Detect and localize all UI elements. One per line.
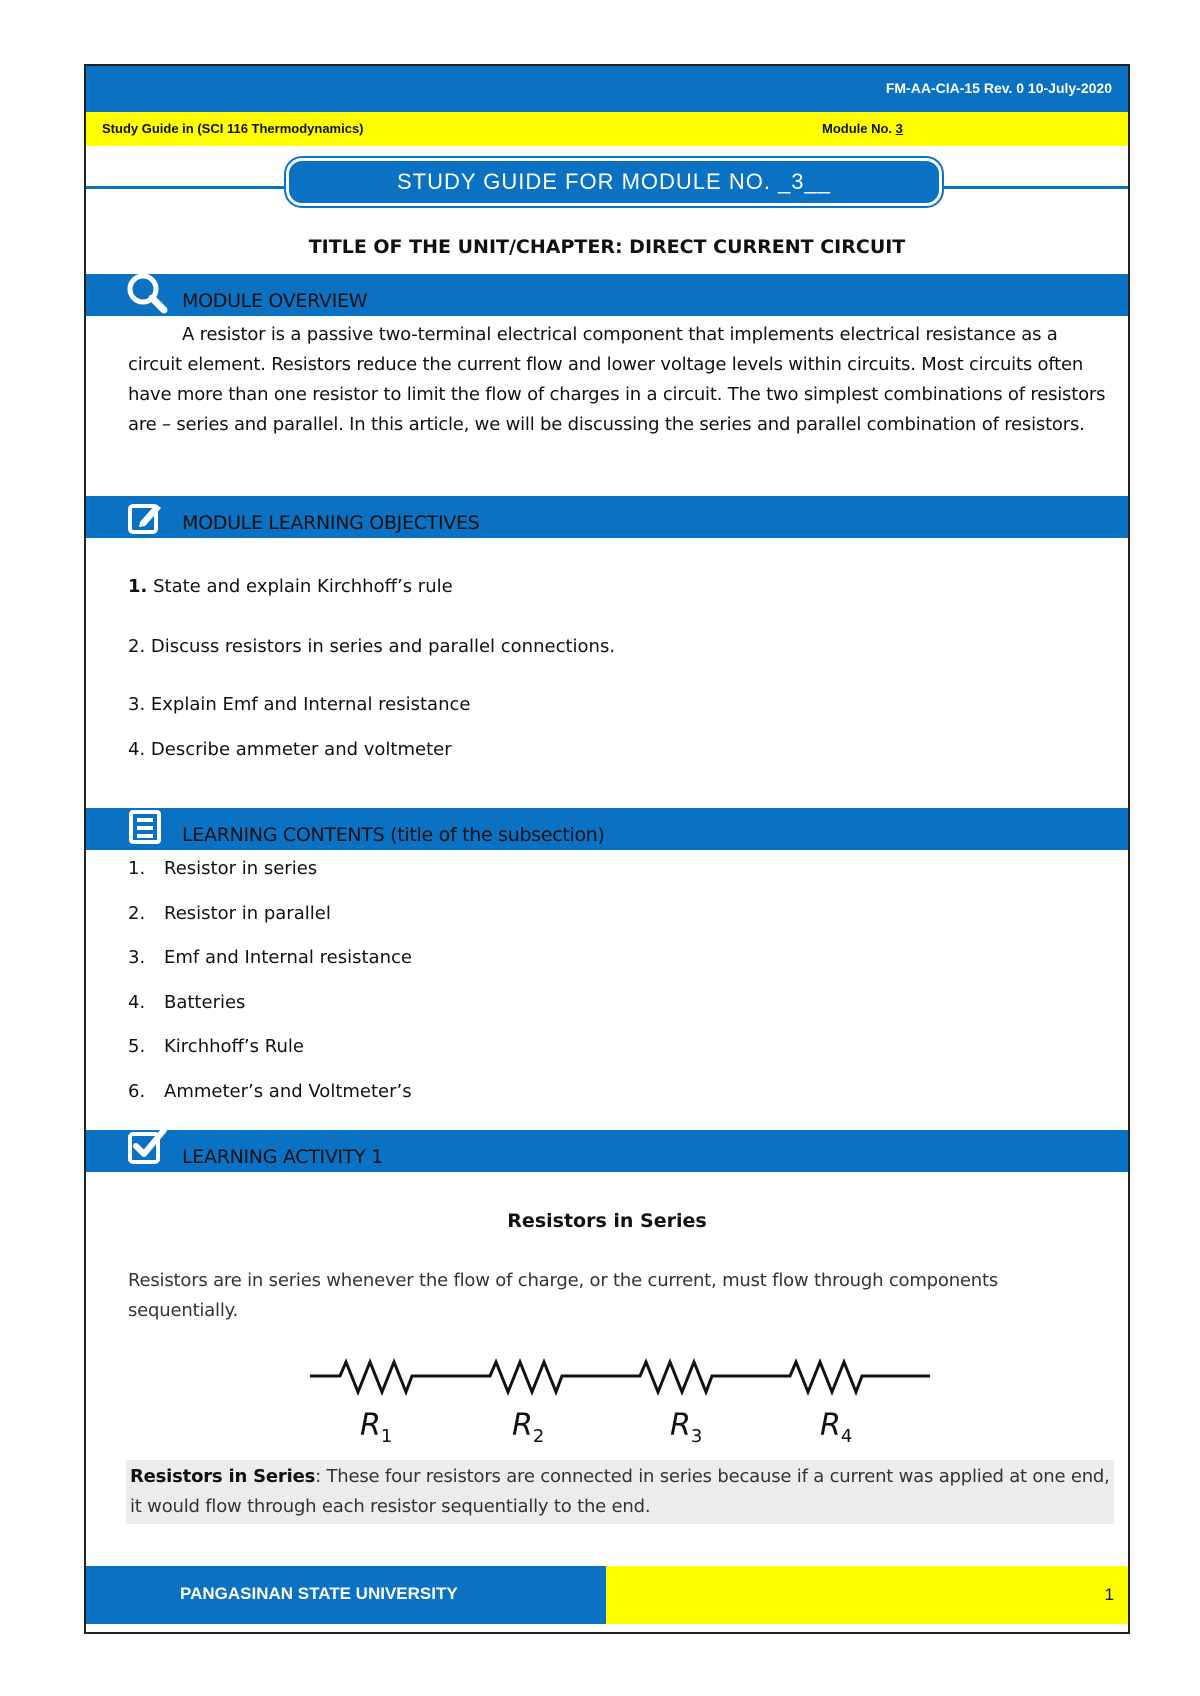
document-icon (126, 808, 166, 848)
study-guide-course: Study Guide in (SCI 116 Thermodynamics) (102, 121, 364, 136)
page-number: 1 (1104, 1585, 1114, 1604)
caption-text: : These four resistors are connected in series because if a current was applied at one end, it would flow through each resistor sequentially to the end. (130, 1466, 1110, 1517)
objective-item: 2. Discuss resistors in series and parallel connections. (128, 636, 616, 657)
magnifier-icon (126, 272, 170, 316)
overview-band (86, 274, 1128, 316)
university-name: PANGASINAN STATE UNIVERSITY (180, 1584, 458, 1603)
objectives-band (86, 496, 1128, 538)
objective-item: 4. Describe ammeter and voltmeter (128, 739, 452, 760)
activity-paragraph: Resistors are in series whenever the flow of charge, or the current, must flow through components sequentially. (128, 1270, 999, 1321)
header-yellow-bar (86, 112, 1128, 146)
checkbox-icon (126, 1126, 170, 1170)
header-blue-bar (86, 66, 1128, 112)
resistor-label-r2: $R_2$ (512, 1408, 545, 1447)
resistor-label-r1: $R_1$ (360, 1408, 393, 1447)
series-wire (310, 1362, 930, 1392)
resistor-label-r4: $R_4$ (820, 1408, 853, 1447)
unit-title: TITLE OF THE UNIT/CHAPTER: DIRECT CURRENT CIRCUIT (308, 236, 906, 258)
overview-text: A resistor is a passive two-terminal electrical component that implements electrical resistance as a circuit element. Resistors reduce the current flow and lower voltage levels within circuits. Most circuits often have more than one resistor to limit the flow of charges in a circuit. The two simplest combinations of resistors are – series and parallel. In this article, we will be discussing the series and parallel combination of resistors. (128, 324, 1106, 435)
module-number-label: Module No. (822, 121, 896, 136)
study-guide-banner: STUDY GUIDE FOR MODULE NO. _3__ (286, 158, 942, 206)
activity-title: LEARNING ACTIVITY 1 (182, 1146, 383, 1168)
edit-icon (126, 498, 166, 538)
content-item: 5. Kirchhoff’s Rule (128, 1036, 304, 1057)
content-item: 1. Resistor in series (128, 858, 318, 879)
content-item: 6. Ammeter’s and Voltmeter’s (128, 1081, 412, 1102)
contents-band (86, 808, 1128, 850)
content-item: 3. Emf and Internal resistance (128, 947, 412, 968)
objective-item: 1. State and explain Kirchhoff’s rule (128, 576, 453, 597)
objectives-title: MODULE LEARNING OBJECTIVES (182, 512, 480, 534)
contents-title: LEARNING CONTENTS (title of the subsection) (182, 824, 605, 846)
content-item: 2. Resistor in parallel (128, 903, 331, 924)
content-item: 4. Batteries (128, 992, 246, 1013)
activity-band (86, 1130, 1128, 1172)
activity-subheading: Resistors in Series (507, 1210, 707, 1232)
overview-title: MODULE OVERVIEW (182, 290, 368, 312)
diagram-caption (126, 1460, 1114, 1524)
module-number-value: 3 (895, 121, 903, 136)
module-number (822, 121, 903, 136)
footer-yellow-bar (606, 1566, 1128, 1624)
objective-item: 3. Explain Emf and Internal resistance (128, 694, 471, 715)
caption-bold: Resistors in Series (130, 1466, 316, 1487)
resistor-label-r3: $R_3$ (670, 1408, 703, 1447)
document-code: FM-AA-CIA-15 Rev. 0 10-July-2020 (885, 80, 1112, 96)
